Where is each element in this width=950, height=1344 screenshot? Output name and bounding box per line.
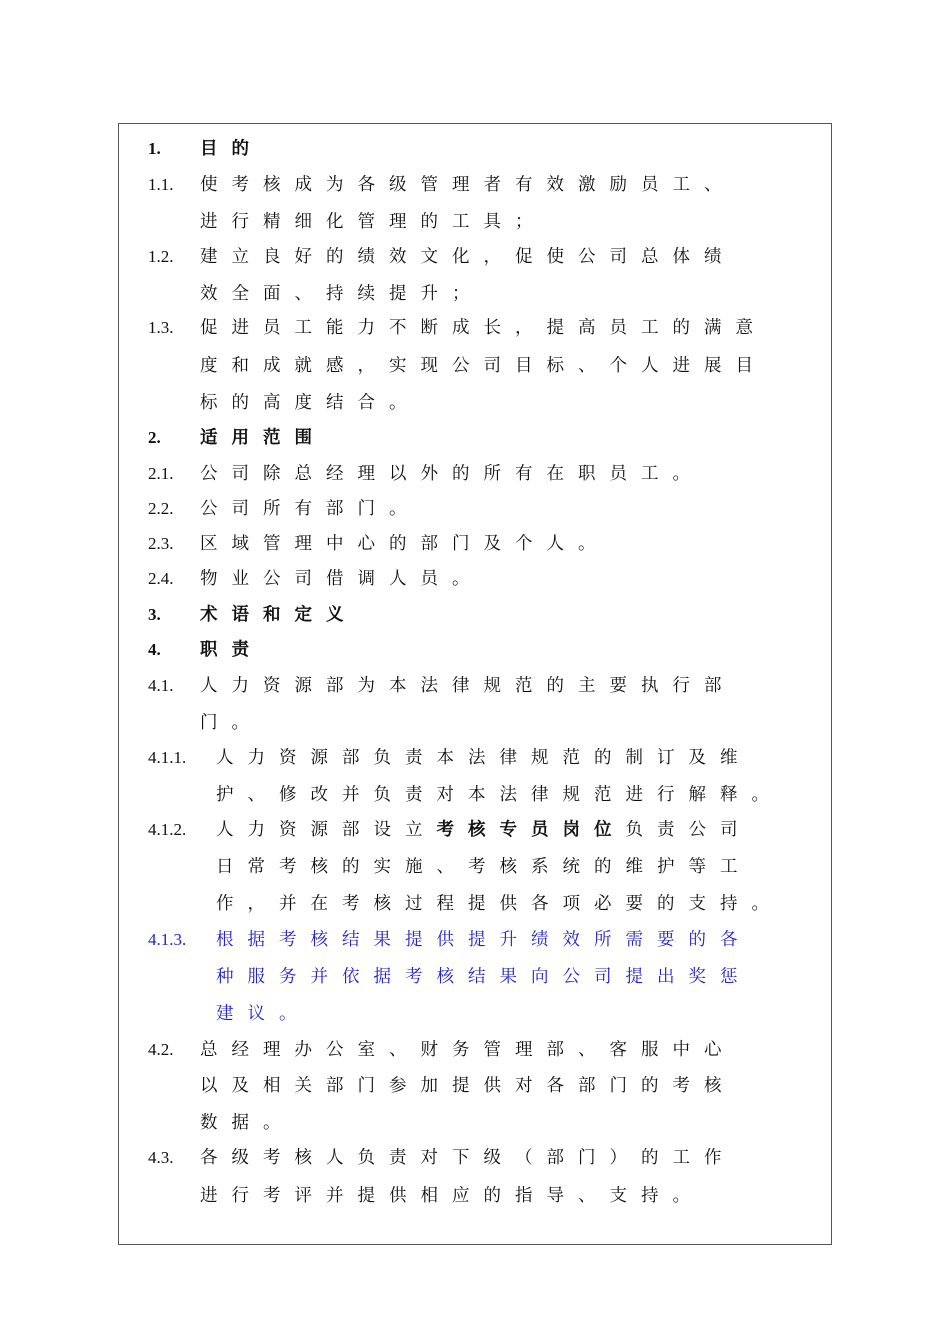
line-text [216,815,752,845]
line-text: 各级考核人负责对下级（部门）的工作 [200,1148,736,1168]
line-text: 效全面、持续提升； [200,284,484,304]
line-text: 门。 [200,713,263,733]
section-number: 4.1. [148,676,174,695]
section-number: 4.3. [148,1148,174,1167]
section-heading: 目的 [200,139,263,159]
section-number: 4.1.1. [148,748,187,767]
section-number: 4.1.2. [148,820,187,839]
line-text: 进行考评并提供相应的指导、支持。 [200,1186,704,1206]
line-text: 人力资源部为本法律规范的主要执行部 [200,676,736,696]
line-text: 公司除总经理以外的所有在职员工。 [200,464,704,484]
section-number: 4. [148,640,161,659]
line-text: 进行精细化管理的工具； [200,212,547,232]
line-text: 总经理办公室、财务管理部、客服中心 [200,1040,736,1060]
line-text-pre: 人力资源部设立 [216,820,437,840]
section-number: 1.1. [148,175,174,194]
line-text: 以及相关部门参加提供对各部门的考核 [200,1076,736,1096]
section-number: 2.1. [148,464,174,483]
line-text: 标的高度结合。 [200,393,421,413]
line-text: 作，并在考核过程提供各项必要的支持。 [216,894,783,914]
section-heading: 术语和定义 [200,605,358,625]
section-number: 4.1.3. [148,930,187,949]
line-text: 护、修改并负责对本法律规范进行解释。 [216,785,783,805]
section-number: 2.3. [148,534,174,553]
line-text: 根据考核结果提供提升绩效所需要的各 [216,930,752,950]
emphasized-role: 考核专员岗位 [436,820,626,840]
section-number: 1.3. [148,318,174,337]
section-heading: 适用范围 [200,428,326,448]
section-number: 2. [148,428,161,447]
section-heading: 职责 [200,640,263,660]
section-number: 3. [148,605,161,624]
line-text: 日常考核的实施、考核系统的维护等工 [216,857,752,877]
section-number: 2.4. [148,569,174,588]
line-text: 物业公司借调人员。 [200,569,484,589]
line-text: 区域管理中心的部门及个人。 [200,534,610,554]
line-text: 度和成就感，实现公司目标、个人进展目 [200,356,767,376]
line-text-post: 负责公司 [625,820,752,840]
section-number: 4.2. [148,1040,174,1059]
line-text: 建立良好的绩效文化，促使公司总体绩 [200,247,736,267]
section-number: 2.2. [148,499,174,518]
line-text: 促进员工能力不断成长，提高员工的满意 [200,318,767,338]
line-text: 使考核成为各级管理者有效激励员工、 [200,175,736,195]
line-text: 人力资源部负责本法律规范的制订及维 [216,748,752,768]
line-text: 种服务并依据考核结果向公司提出奖惩 [216,967,752,987]
line-text: 数据。 [200,1113,295,1133]
line-text: 建议。 [216,1004,311,1024]
line-text: 公司所有部门。 [200,499,421,519]
section-number: 1. [148,139,161,158]
section-number: 1.2. [148,247,174,266]
